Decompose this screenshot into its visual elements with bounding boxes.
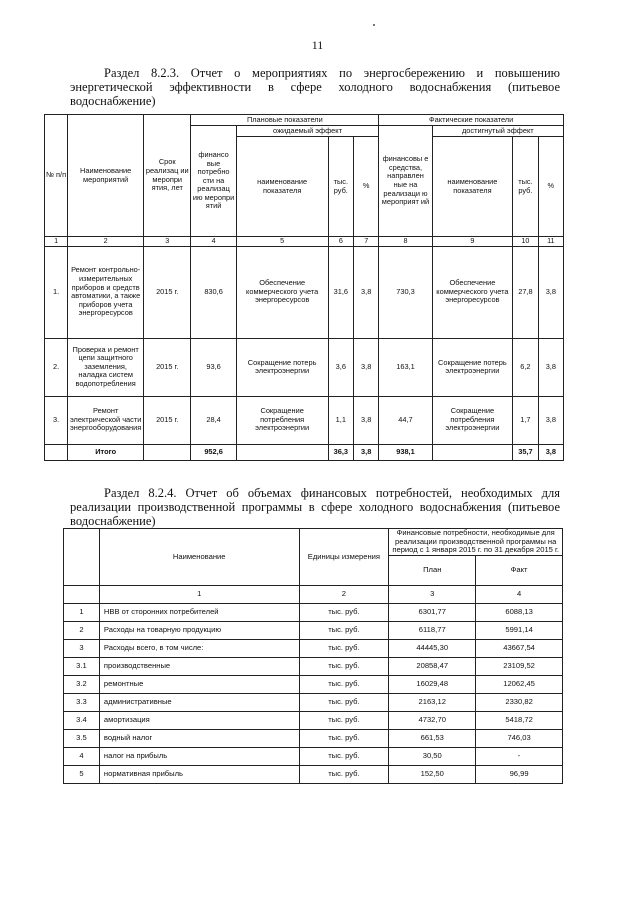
col-number: 6: [328, 237, 353, 247]
table-row: [45, 246, 564, 338]
col-number: 1: [45, 237, 68, 247]
plan-group-header: Плановые показатели: [191, 115, 379, 126]
row-plan: 661,53: [389, 729, 476, 747]
fact-fin-header: финансовы е средства, направлен ные на реализаци ю мероприят ий: [379, 126, 432, 237]
col-number: 5: [236, 237, 328, 247]
row-num: 2.: [45, 338, 68, 396]
row-num: 3.2: [64, 675, 100, 693]
fact-indicator-header: наименование показателя: [432, 137, 513, 237]
plan-fin-header: финансо вые потребно сти на реализац ию меропри ятий: [191, 126, 236, 237]
row-unit: тыс. руб.: [299, 711, 389, 729]
row-num: 3.4: [64, 711, 100, 729]
col-number: 1: [99, 585, 299, 603]
col-number: 7: [354, 237, 379, 247]
total-fact-pct: 3,8: [538, 444, 563, 460]
row-num: 5: [64, 765, 100, 783]
row-plan: 16029,48: [389, 675, 476, 693]
col-term-header: Срок реализац ии меропри ятия, лет: [144, 115, 191, 237]
section-8-2-4-heading-text: Раздел 8.2.4. Отчет об объемах финансовых потребностей, необходимых для реализации производственной программы в сфере холодного водоснабжения (питьевое водоснабжение): [70, 486, 560, 528]
row-plan-rub: 31,6: [328, 246, 353, 338]
row-fact: 2330,82: [476, 693, 563, 711]
row-name: административные: [99, 693, 299, 711]
row-num: 1.: [45, 246, 68, 338]
row-fact: 12062,45: [476, 675, 563, 693]
row-unit: тыс. руб.: [299, 639, 389, 657]
row-name: Расходы всего, в том числе:: [99, 639, 299, 657]
section-8-2-4-heading: [70, 486, 560, 528]
row-name: НВВ от сторонних потребителей: [99, 603, 299, 621]
row-plan: 4732,70: [389, 711, 476, 729]
row-name: Проверка и ремонт цепи защитного заземления, наладка систем водопотребления: [68, 338, 144, 396]
total-fact-fin: 938,1: [379, 444, 432, 460]
row-plan-indicator: Обеспечение коммерческого учета энергоресурсов: [236, 246, 328, 338]
row-fact: 746,03: [476, 729, 563, 747]
row-unit: тыс. руб.: [299, 657, 389, 675]
col-num-header: № п/п: [45, 115, 68, 237]
fact-header: Факт: [476, 555, 563, 585]
row-plan: 152,50: [389, 765, 476, 783]
row-fact-pct: 3,8: [538, 338, 563, 396]
row-plan: 6301,77: [389, 603, 476, 621]
total-row: [45, 444, 564, 460]
total-plan-pct: 3,8: [354, 444, 379, 460]
section-8-2-3-heading: [70, 66, 560, 108]
table-row: [64, 675, 563, 693]
row-unit: тыс. руб.: [299, 765, 389, 783]
row-plan-indicator: Сокращение потребления электроэнергии: [236, 396, 328, 444]
row-unit: тыс. руб.: [299, 675, 389, 693]
table-row: [45, 396, 564, 444]
row-name: ремонтные: [99, 675, 299, 693]
page-number: 11: [311, 38, 324, 52]
col-number: 9: [432, 237, 513, 247]
row-fact: 23109,52: [476, 657, 563, 675]
fact-pct-header: %: [538, 137, 563, 237]
row-name: водный налог: [99, 729, 299, 747]
col-number: 11: [538, 237, 563, 247]
achieved-effect-header: достигнутый эффект: [432, 126, 563, 137]
row-fact: -: [476, 747, 563, 765]
plan-header: План: [389, 555, 476, 585]
row-unit: тыс. руб.: [299, 693, 389, 711]
row-num: 3.: [45, 396, 68, 444]
row-fact: 43667,54: [476, 639, 563, 657]
row-num: 3.5: [64, 729, 100, 747]
col-number: 2: [68, 237, 144, 247]
row-num: 2: [64, 621, 100, 639]
row-num: 1: [64, 603, 100, 621]
expected-effect-header: ожидаемый эффект: [236, 126, 379, 137]
row-fact-pct: 3,8: [538, 396, 563, 444]
row-name: Ремонт электрической части энергооборудования: [68, 396, 144, 444]
row-unit: тыс. руб.: [299, 729, 389, 747]
total-plan-rub: 36,3: [328, 444, 353, 460]
col-number: 2: [299, 585, 389, 603]
row-plan-indicator: Сокращение потерь электроэнергии: [236, 338, 328, 396]
row-fact-pct: 3,8: [538, 246, 563, 338]
row-fact-rub: 27,8: [513, 246, 538, 338]
row-name: амортизация: [99, 711, 299, 729]
row-plan: 6118,77: [389, 621, 476, 639]
plan-pct-header: %: [354, 137, 379, 237]
row-num: 3: [64, 639, 100, 657]
row-fact: 96,99: [476, 765, 563, 783]
fact-group-header: Фактические показатели: [379, 115, 564, 126]
energy-saving-measures-table: [44, 114, 564, 461]
row-term: 2015 г.: [144, 338, 191, 396]
row-name: Ремонт контрольно-измерительных приборов и средств автоматики, а также приборов учета энергоресурсов: [68, 246, 144, 338]
row-plan-rub: 1,1: [328, 396, 353, 444]
row-plan-pct: 3,8: [354, 246, 379, 338]
row-unit: тыс. руб.: [299, 747, 389, 765]
fin-needs-header: Финансовые потребности, необходимые для реализации производственной программы на период с 1 января 2015 г. по 31 декабря 2015 г.: [389, 529, 563, 556]
row-fact-indicator: Сокращение потребления электроэнергии: [432, 396, 513, 444]
total-fact-rub: 35,7: [513, 444, 538, 460]
col-name-header: Наименование мероприятий: [68, 115, 144, 237]
row-fact: 5418,72: [476, 711, 563, 729]
row-plan: 2163,12: [389, 693, 476, 711]
col-number: 3: [389, 585, 476, 603]
col-number: 10: [513, 237, 538, 247]
table-row: [64, 603, 563, 621]
row-fact-fin: 44,7: [379, 396, 432, 444]
row-term: 2015 г.: [144, 396, 191, 444]
row-fact-fin: 163,1: [379, 338, 432, 396]
row-plan: 30,50: [389, 747, 476, 765]
table-row: [64, 729, 563, 747]
row-name: Расходы на товарную продукцию: [99, 621, 299, 639]
row-plan-pct: 3,8: [354, 396, 379, 444]
col-number: 4: [191, 237, 236, 247]
row-name: нормативная прибыль: [99, 765, 299, 783]
col-number: 3: [144, 237, 191, 247]
row-fact: 6088,13: [476, 603, 563, 621]
table-row: [64, 693, 563, 711]
table-row: [45, 338, 564, 396]
financial-needs-table: [63, 528, 563, 784]
section-8-2-3-heading-text: Раздел 8.2.3. Отчет о мероприятиях по энергосбережению и повышению энергетической эффективности в сфере холодного водоснабжения (питьевое водоснабжение): [70, 66, 560, 108]
fact-rub-header: тыс. руб.: [513, 137, 538, 237]
row-num: 4: [64, 747, 100, 765]
col-number: 8: [379, 237, 432, 247]
table-row: [64, 711, 563, 729]
row-name: производственные: [99, 657, 299, 675]
row-unit: тыс. руб.: [299, 603, 389, 621]
table-row: [64, 639, 563, 657]
row-plan-fin: 830,6: [191, 246, 236, 338]
plan-indicator-header: наименование показателя: [236, 137, 328, 237]
row-plan-fin: 28,4: [191, 396, 236, 444]
row-fact: 5991,14: [476, 621, 563, 639]
plan-rub-header: тыс. руб.: [328, 137, 353, 237]
total-plan-fin: 952,6: [191, 444, 236, 460]
row-name: налог на прибыль: [99, 747, 299, 765]
total-label: Итого: [68, 444, 144, 460]
table-row: [64, 621, 563, 639]
row-plan-pct: 3,8: [354, 338, 379, 396]
row-fact-fin: 730,3: [379, 246, 432, 338]
col-name-header: Наименование: [99, 529, 299, 586]
scan-speck: [373, 24, 375, 26]
row-num: 3.3: [64, 693, 100, 711]
col-number: 4: [476, 585, 563, 603]
row-fact-rub: 6,2: [513, 338, 538, 396]
row-plan: 44445,30: [389, 639, 476, 657]
row-fact-indicator: Сокращение потерь электроэнергии: [432, 338, 513, 396]
row-plan-fin: 93,6: [191, 338, 236, 396]
row-plan-rub: 3,6: [328, 338, 353, 396]
col-unit-header: Единицы измерения: [299, 529, 389, 586]
table-row: [64, 747, 563, 765]
row-plan: 20858,47: [389, 657, 476, 675]
row-unit: тыс. руб.: [299, 621, 389, 639]
row-fact-indicator: Обеспечение коммерческого учета энергоресурсов: [432, 246, 513, 338]
row-fact-rub: 1,7: [513, 396, 538, 444]
table-row: [64, 765, 563, 783]
row-num: 3.1: [64, 657, 100, 675]
row-term: 2015 г.: [144, 246, 191, 338]
table-row: [64, 657, 563, 675]
